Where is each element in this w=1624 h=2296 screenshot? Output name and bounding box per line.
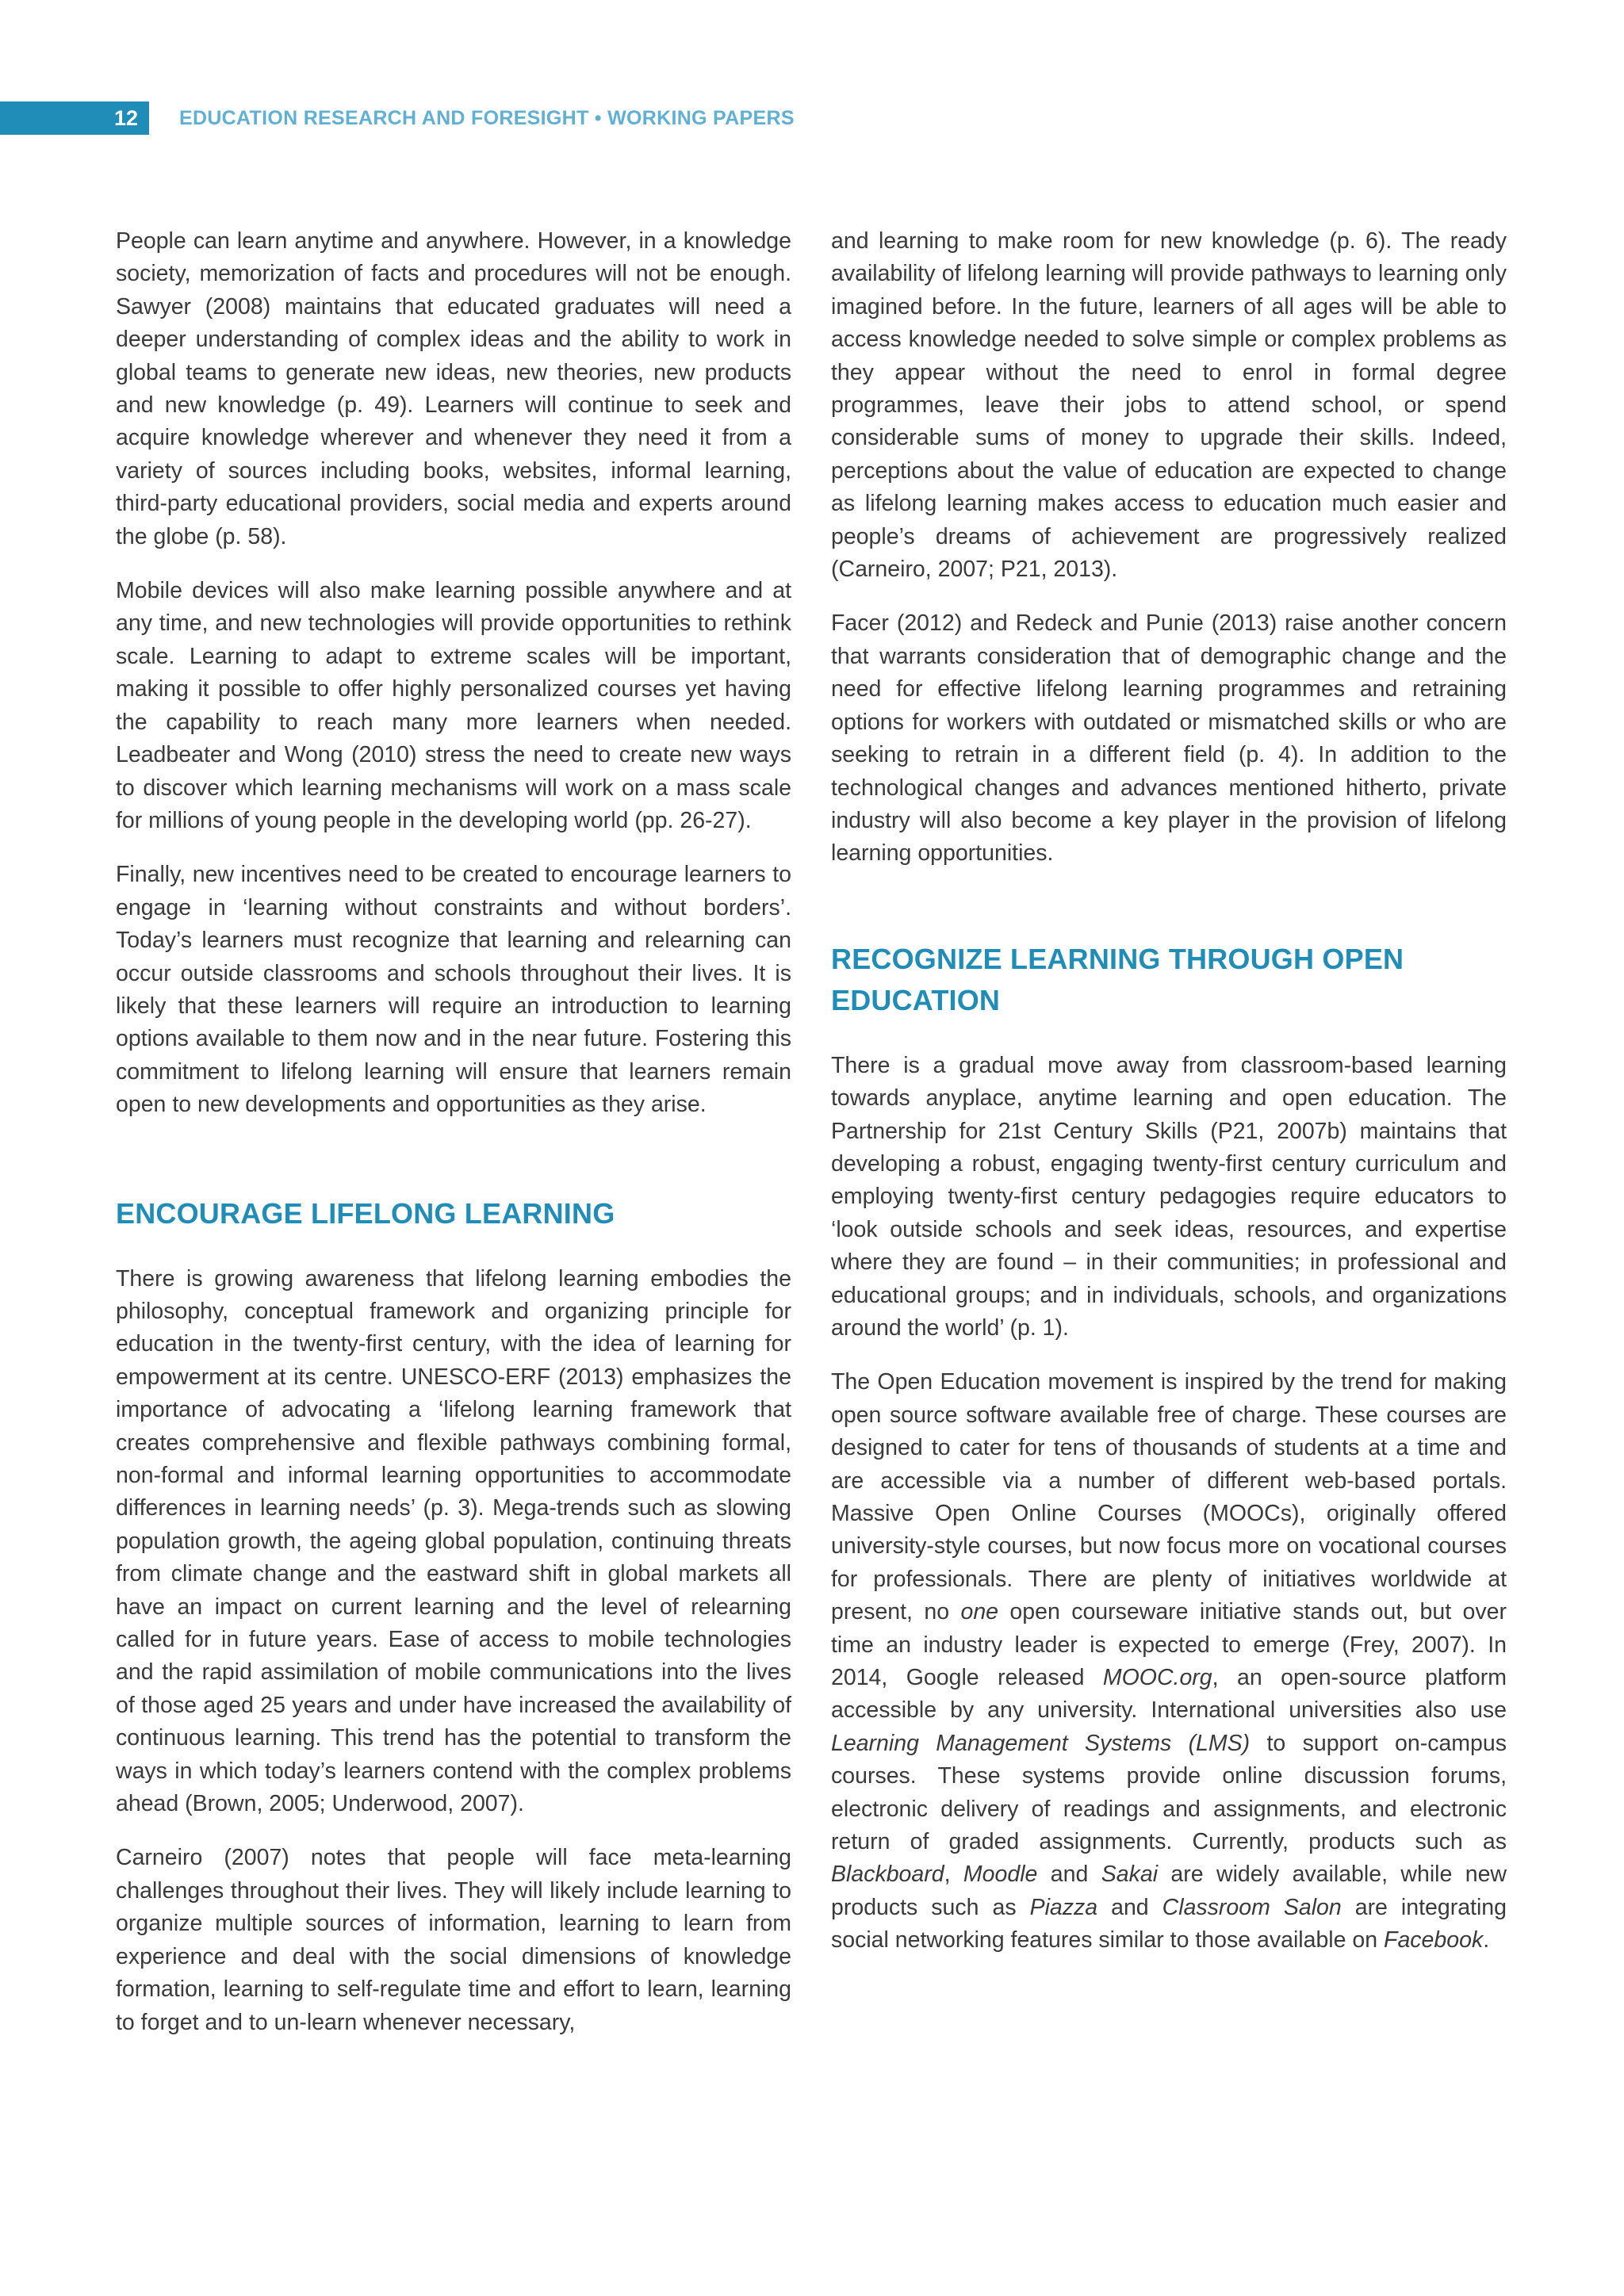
right-column (831, 225, 1507, 1979)
paragraph (831, 1366, 1507, 1957)
paragraph: Carneiro (2007) notes that people will face meta-learning challenges throughout their lives. They will likely include learning to organize multiple sources of information, learning to learn from experience and deal with the social dimensions of knowledge formation, learning to self-regulate time and effort to learn, learning to forget and to un-learn whenever necessary, (116, 1845, 791, 2035)
emphasis: Learning Management Systems (LMS) (831, 1730, 1251, 1756)
emphasis: Moodle (963, 1862, 1038, 1888)
text-run: The Open Education movement is inspired by the trend for making open source software available free of charge. These courses are designed to cater for tens of thousands of students at a time and are accessible via a number of different web-based portals. Massive Open Online Courses (MOOCs), originally offered university-style courses, but now focus more on vocational courses for professionals. There are plenty of initiatives worldwide at present, no (831, 1369, 1507, 1625)
page-number: 12 (113, 106, 139, 130)
running-title: EDUCATION RESEARCH AND FORESIGHT • WORKING PAPERS (179, 107, 795, 129)
text-run: are integrating social networking features similar to those available on (831, 1894, 1507, 1954)
paragraph: There is a gradual move away from classroom-based learning towards anyplace, anytime learning and open education. The Partnership for 21st Century Skills (P21, 2007b) maintains that developing a robust, engaging twenty-first century curriculum and employing twenty-first century pedagogies require educators to ‘look outside schools and seek ideas, resources, and expertise where they are found – in their communities; in professional and educational groups; and in individuals, schools, and organizations around the world’ (p. 1). (831, 1052, 1507, 1341)
text-run: are widely available, while new products such as (831, 1862, 1507, 1920)
text-run: to support on-campus courses. These systems provide online discussion forums, electronic delivery of readings and assignments, and electronic return of graded assignments. Currently, products such as (831, 1730, 1507, 1855)
section-heading-open-education (831, 939, 1507, 1021)
heading-line: EDUCATION (831, 983, 1001, 1016)
left-column (116, 225, 791, 2061)
text-run: open courseware initiative stands out, but over time an industry leader is expected to emerge (Frey, 2007). In 2014, Google released (831, 1599, 1507, 1691)
paragraph: Finally, new incentives need to be created to encourage learners to engage in ‘learning without constraints and without borders’. Today’s learners must recognize that learning and relearning can occur outside classrooms and schools throughout their lives. It is likely that these learners will require an introduction to learning options available to them now and in the near future. Fostering this commitment to lifelong learning will ensure that learners remain open to new developments and opportunities as they arise. (116, 862, 791, 1118)
emphasis: Sakai (1101, 1862, 1159, 1888)
text-run: and (1037, 1862, 1101, 1888)
heading-line: RECOGNIZE LEARNING THROUGH OPEN (831, 942, 1404, 975)
text-run: , an open-source platform accessible by any university. International universities also use (831, 1665, 1507, 1724)
emphasis: Facebook (1384, 1927, 1484, 1954)
text-run: and (1097, 1894, 1162, 1920)
section-heading-lifelong-learning: ENCOURAGE LIFELONG LEARNING (116, 1196, 615, 1230)
emphasis: Classroom Salon (1162, 1894, 1342, 1920)
emphasis: one (960, 1599, 999, 1625)
paragraph: and learning to make room for new knowledge (p. 6). The ready availability of lifelong learning will provide pathways to learning only imagined before. In the future, learners of all ages will be able to access knowledge needed to solve simple or complex problems as they appear without the need to enrol in formal degree programmes, leave their jobs to attend school, or spend considerable sums of money to upgrade their skills. Indeed, perceptions about the value of education are expected to change as lifelong learning makes access to education much easier and people’s dreams of achievement are progressively realized (Carneiro, 2007; P21, 2013). (831, 228, 1507, 583)
paragraph: People can learn anytime and anywhere. However, in a knowledge society, memorization of facts and procedures will not be enough. Sawyer (2008) maintains that educated graduates will need a deeper understanding of complex ideas and the ability to work in global teams to generate new ideas, new theories, new products and new knowledge (p. 49). Learners will continue to seek and acquire knowledge wherever and whenever they need it from a variety of sources including books, websites, informal learning, third-party educational providers, social media and experts around the globe (p. 58). (116, 228, 791, 549)
paragraph: Facer (2012) and Redeck and Punie (2013) raise another concern that warrants consideration that of demographic change and the need for effective lifelong learning programmes and retraining options for workers with outdated or mismatched skills or who are seeking to retrain in a different field (p. 4). In addition to the technological changes and advances mentioned hitherto, private industry will also become a key player in the provision of lifelong learning opportunities. (831, 610, 1507, 867)
text-run: . (1483, 1927, 1490, 1954)
text-run: , (944, 1862, 963, 1888)
paragraph: There is growing awareness that lifelong learning embodies the philosophy, conceptual framework and organizing principle for education in the twenty-first century, with the idea of learning for empowerment at its centre. UNESCO-ERF (2013) emphasizes the importance of advocating a ‘lifelong learning framework that creates comprehensive and flexible pathways combining formal, non-formal and informal learning opportunities to accommodate differences in learning needs’ (p. 3). Mega-trends such as slowing population growth, the ageing global population, continuing threats from climate change and the eastward shift in global markets all have an impact on current learning and the level of relearning called for in future years. Ease of access to mobile technologies and the rapid assimilation of mobile communications into the lives of those aged 25 years and under have increased the availability of continuous learning. This trend has the potential to transform the ways in which today’s learners contend with the complex problems ahead (Brown, 2005; Underwood, 2007). (116, 1265, 791, 1817)
emphasis: Blackboard (831, 1862, 944, 1888)
emphasis: MOOC.org (1102, 1665, 1212, 1691)
paragraph: Mobile devices will also make learning possible anywhere and at any time, and new technologies will provide opportunities to rethink scale. Learning to adapt to extreme scales will be important, making it possible to offer highly personalized courses yet having the capability to reach many more learners when needed. Leadbeater and Wong (2010) stress the need to create new ways to discover which learning mechanisms will work on a mass scale for millions of young people in the developing world (pp. 26-27). (116, 578, 791, 833)
emphasis: Piazza (1029, 1894, 1098, 1920)
